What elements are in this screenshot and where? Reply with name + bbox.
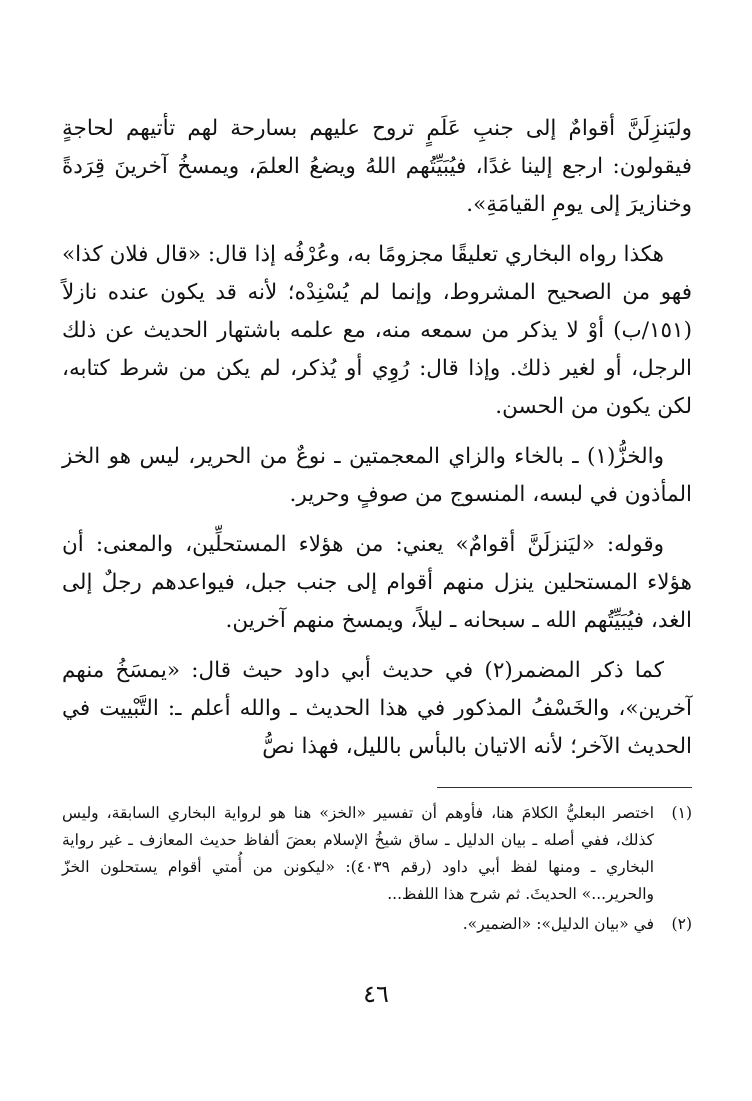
- footnote-text: في «بيان الدليل»: «الضمير».: [462, 915, 654, 933]
- footnote-item: [62, 800, 692, 908]
- paragraph-bukhari-commentary: هكذا رواه البخاري تعليقًا مجزومًا به، وعُرْفُه إذا قال: «قال فلان كذا» فهو من الصحيح المشروط، وإنما لم يُسْنِدْه؛ لأنه قد يكون عنده نازلاً (١٥١/ب) أوْ لا يذكر من سمعه منه، مع علمه باشتهار الحديث عن ذلك الرجل، أو لغير ذلك. وإذا قال: رُوِي أو يُذكر، لم يكن من شرط كتابه، لكن يكون من الحسن.: [62, 242, 692, 419]
- footnote-number: (٢): [671, 915, 692, 933]
- main-text: [62, 110, 692, 778]
- footnote-number: (١): [671, 804, 692, 822]
- footnote-item: [62, 911, 692, 938]
- paragraph-abu-dawud: كما ذكر المضمر(٢) في حديث أبي داود حيث قال: «يمسَخُ منهم آخرين»، والخَسْفُ المذكور في هذا الحديث ـ والله أعلم ـ: التَّبْييت في الحديث الآخر؛ لأنه الاتيان بالبأس بالليل، فهذا نصُّ: [62, 658, 692, 759]
- footnotes: [62, 800, 692, 941]
- paragraph-meaning: وقوله: «ليَنزلَنَّ أقوامٌ» يعني: من هؤلاء المستحلِّين، والمعنى: أن هؤلاء المستحلين ينزل منهم أقوام إلى جنب جبل، فيواعدهم رجلٌ إلى الغد، فيُبَيِّتُهم الله ـ سبحانه ـ ليلاً، ويمسخ منهم آخرين.: [62, 532, 692, 633]
- paragraph-khazz-definition: والخزُّ(١) ـ بالخاء والزاي المعجمتين ـ نوعٌ من الحرير، ليس هو الخز المأذون في لبسه، المنسوج من صوفٍ وحرير.: [62, 444, 692, 507]
- footnote-divider: [437, 787, 692, 788]
- page-number: ٤٦: [363, 980, 389, 1008]
- paragraph-hadith-text: وليَنزِلَنَّ أقوامٌ إلى جنبِ عَلَمٍ تروح عليهم بسارحة لهم تأتيهم لحاجةٍ فيقولون: ارجع إلينا غدًا، فيُبَيِّتُهم اللهُ ويضعُ العلمَ، ويمسخُ آخرينَ قِرَدةً وخنازيرَ إلى يومِ القيامَةِ».: [62, 116, 692, 217]
- footnote-text: اختصر البعليُّ الكلامَ هنا، فأوهم أن تفسير «الخز» هنا هو لرواية البخاري السابقة، وليس كذلك، ففي أصله ـ بيان الدليل ـ ساق شيخُ الإسلام بعضَ ألفاظ حديث المعازف ـ غير رواية البخاري ـ ومنها لفظ أبي داود (رقم ٤٠٣٩): «ليكونن من أُمتي أقوام يستحلون الخزّ والحرير...» الحديثَ. ثم شرح هذا اللفظ...: [62, 804, 654, 903]
